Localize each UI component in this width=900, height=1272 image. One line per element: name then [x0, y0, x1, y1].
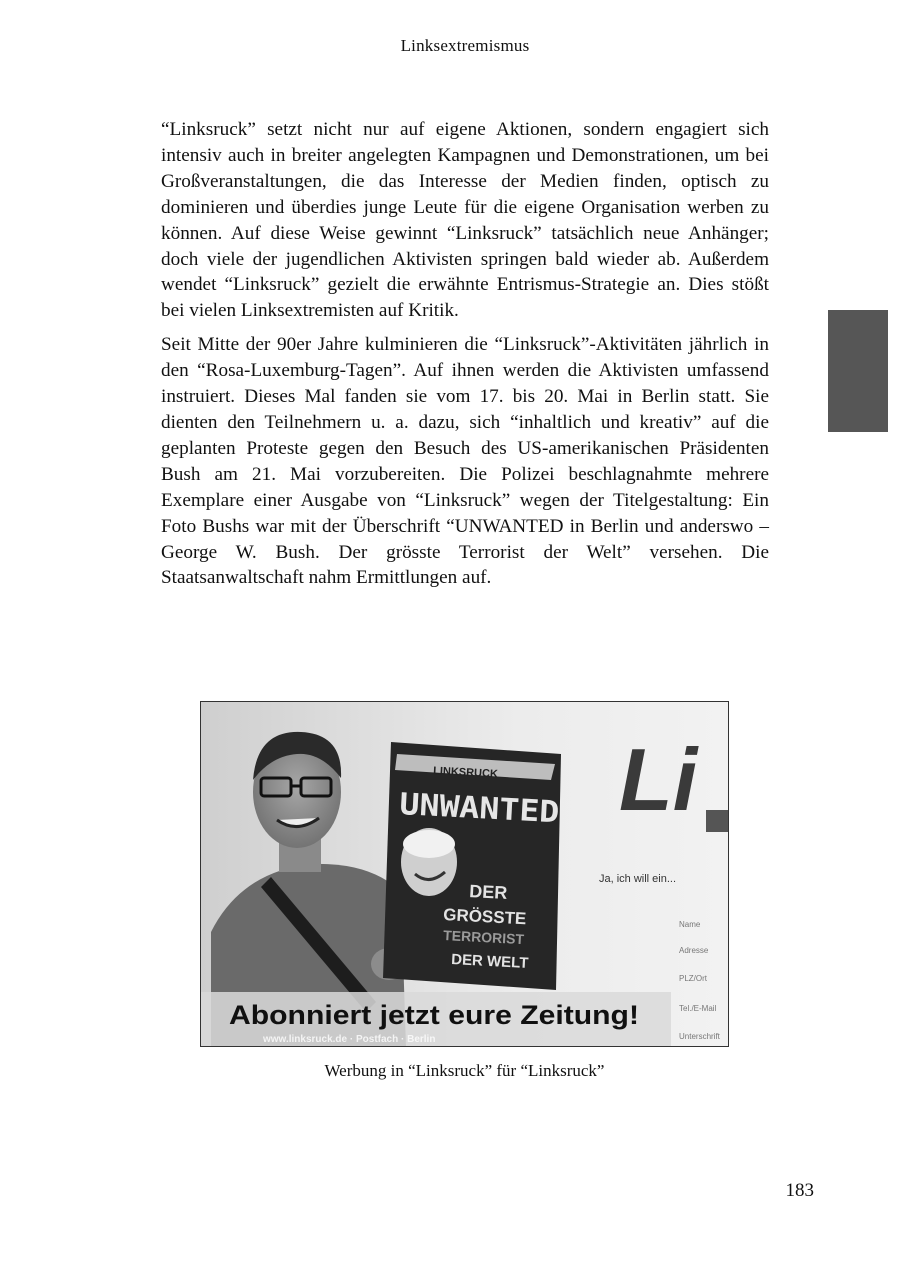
form-field-label: Adresse: [679, 946, 709, 955]
banner-subline: www.linksruck.de · Postfach · Berlin: [263, 1034, 436, 1045]
body-text: [161, 117, 769, 599]
newspaper-poster: [383, 742, 561, 990]
poster-masthead: LINKSRUCK: [432, 765, 499, 781]
poster-line: DER WELT: [450, 951, 529, 973]
poster-line: TERRORIST: [442, 927, 525, 948]
chapter-thumb-tab: [828, 310, 888, 432]
background-logo: Li: [619, 730, 698, 829]
form-field-label: Unterschrift: [679, 1032, 720, 1041]
background-tagline: Ja, ich will ein...: [599, 873, 677, 885]
form-field-label: Tel./E-Mail: [679, 1004, 717, 1013]
paragraph-1: “Linksruck” setzt nicht nur auf eigene Aktionen, sondern engagiert sich intensiv auch in breiter angelegten Kampagnen und Demonstrationen, um bei Großveranstaltungen, die das Interesse der Medien finden, optisch zu dominieren und überdies junge Leute für die eigene Organisation werben zu können. Auf diese Weise gewinnt “Linksruck” tatsächlich neue Anhänger; doch viele der jugendlichen Aktivisten springen bald wieder ab. Außerdem wendet “Linksruck” gezielt die erwähnte Entrismus-Strategie an. Dies stößt bei vielen Linksextremisten auf Kritik.: [161, 119, 769, 322]
page-number: 183: [785, 1180, 814, 1201]
advertisement-photo: [201, 702, 729, 1047]
figure-photo: [200, 701, 729, 1047]
poster-line: DER: [468, 881, 508, 903]
paragraph-2: Seit Mitte der 90er Jahre kulminieren die “Linksruck”-Aktivitäten jährlich in den “Rosa-Luxemburg-Tagen”. Auf ihnen werden die Aktivisten umfassend instruiert. Dieses Mal fanden sie vom 17. bis 20. Mai in Berlin statt. Sie dienten den Teilnehmern u. a. dazu, sich “inhaltlich und kreativ” auf die geplanten Proteste gegen den Besuch des US-amerikanischen Präsidenten Bush am 21. Mai vorzubereiten. Die Polizei beschlagnahmte mehrere Exemplare einer Ausgabe von “Linksruck” wegen der Titelgestaltung: Ein Foto Bushs war mit der Überschrift “UNWANTED in Berlin und anderswo – George W. Bush. Der grösste Terrorist der Welt” versehen. Die Staatsanwaltschaft nahm Ermittlungen auf.: [161, 334, 769, 589]
form-field-label: PLZ/Ort: [679, 974, 708, 983]
form-field-label: Name: [679, 920, 701, 929]
logo-accent: [706, 810, 729, 832]
running-head: Linksextremismus: [400, 36, 530, 55]
banner-slogan: Abonniert jetzt eure Zeitung!: [229, 1000, 639, 1030]
poster-line: GRÖSSTE: [442, 905, 527, 929]
poster-headline: UNWANTED: [398, 787, 545, 830]
figure-caption: Werbung in “Linksruck” für “Linksruck”: [324, 1061, 605, 1080]
